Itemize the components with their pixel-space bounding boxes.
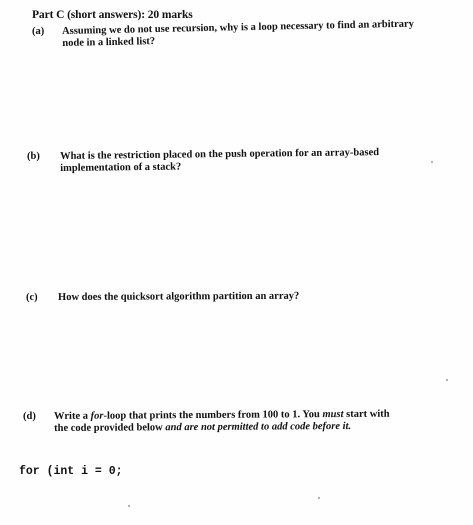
question-b-text xyxy=(60,147,379,175)
question-b-line-1: What is the restriction placed on the push operation for an array-based xyxy=(60,147,380,162)
question-d-line-1-part-1: Write a xyxy=(54,410,91,422)
question-c-line-1: How does the quicksort algorithm partition an array? xyxy=(58,290,300,303)
question-d-line-1-part-3: start with xyxy=(343,408,390,420)
question-b-line-2: implementation of a stack? xyxy=(60,161,182,174)
question-a-line-1: Assuming we do not use recursion, why is a loop necessary to find an arbitrary xyxy=(62,18,415,37)
scan-speck xyxy=(431,161,433,163)
code-snippet: for (int i = 0; xyxy=(19,465,123,478)
question-d-number: (d) xyxy=(23,411,36,422)
question-d-line-1-emphasis-must: must xyxy=(322,408,344,421)
scan-speck xyxy=(446,379,448,381)
question-d-line-1-emphasis-for: for xyxy=(90,410,104,422)
scan-speck xyxy=(318,497,320,499)
question-d-text xyxy=(54,409,390,435)
question-d-line-2-emphasis: and are not permitted to add code before it. xyxy=(165,420,352,434)
question-b-number: (b) xyxy=(27,151,40,162)
question-a-number: (a) xyxy=(32,26,45,37)
question-c-text xyxy=(58,291,299,304)
section-title: Part C (short answers): 20 marks xyxy=(32,9,193,21)
question-d-line-2-part-1: the code provided below xyxy=(54,422,166,434)
question-c-number: (c) xyxy=(26,292,38,303)
question-d-line-2 xyxy=(54,421,390,435)
question-d-line-1-part-2: -loop that prints the numbers from 100 to 1. You xyxy=(103,409,323,422)
question-a-text xyxy=(62,19,414,50)
scan-speck xyxy=(128,505,130,507)
question-a-line-2: node in a linked list? xyxy=(62,36,156,49)
